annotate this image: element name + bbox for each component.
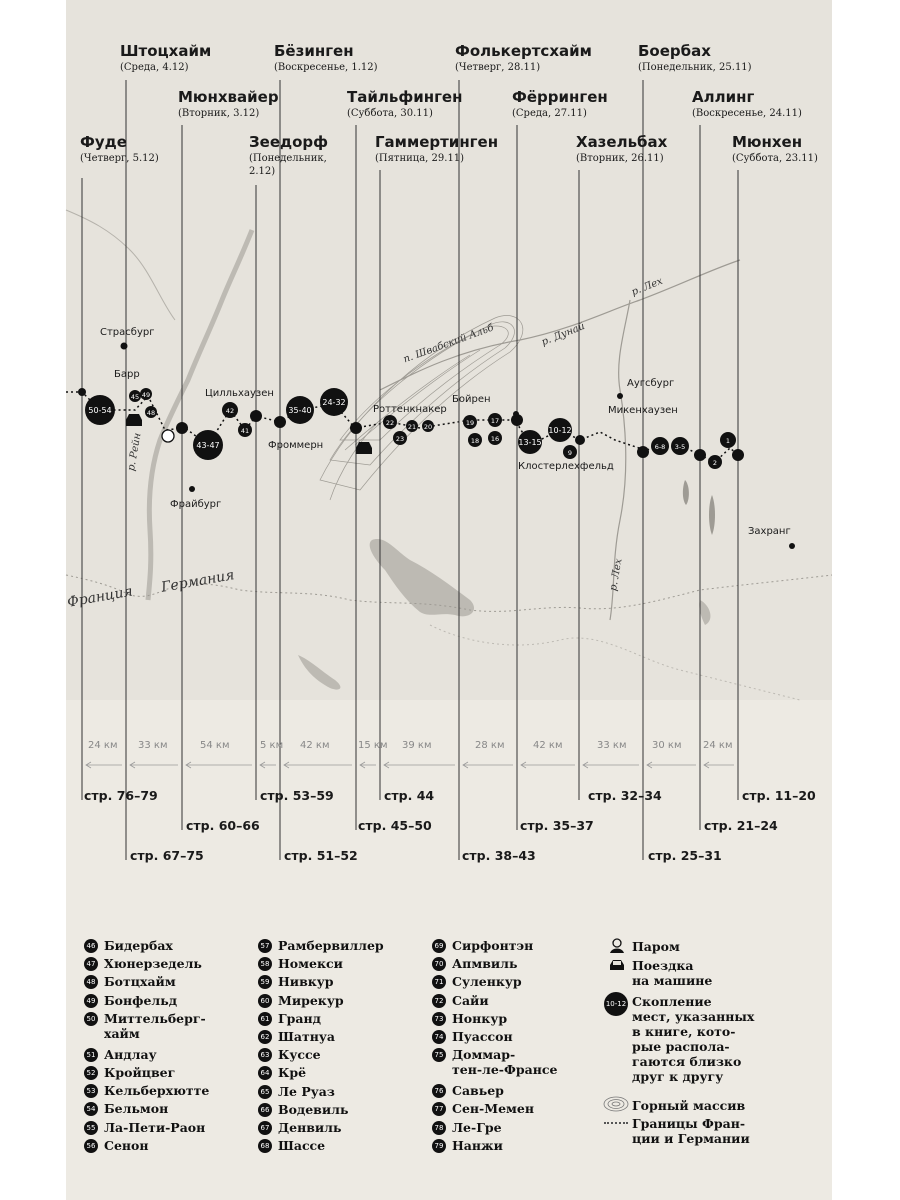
legend-number: 74 (432, 1030, 446, 1044)
page-reference: стр. 11–20 (742, 788, 816, 803)
legend-item (258, 1011, 321, 1026)
distance-label: 24 км (88, 740, 118, 751)
cluster-marker (406, 420, 418, 432)
key-car-label-2: на машине (632, 973, 713, 988)
lake-small-1 (298, 655, 340, 690)
page-reference: стр. 76–79 (84, 788, 158, 803)
town-haselbach: Хазельбах (576, 133, 668, 151)
lake-constance (370, 539, 474, 616)
key-ferry-label: Паром (632, 939, 680, 954)
cluster-label: 19 (465, 419, 475, 427)
cluster-label: 18 (470, 437, 480, 445)
cluster-marker (193, 430, 223, 460)
legend-item (84, 1101, 168, 1116)
date-muenchweier: (Вторник, 3.12) (178, 108, 260, 119)
cluster-marker (720, 432, 736, 448)
key-cluster-1: Скопление (632, 994, 712, 1009)
key-border-1: Границы Фран- (632, 1116, 746, 1131)
place-sachrang: Захранг (748, 526, 791, 537)
legend-item (432, 1011, 507, 1026)
key-car-label-1: Поездка (632, 958, 694, 973)
legend-item (258, 1138, 325, 1153)
page-reference: стр. 44 (384, 788, 435, 803)
legend-item (432, 1029, 513, 1044)
legend-item (84, 956, 202, 971)
distance-label: 15 км (358, 740, 388, 751)
legend-item (84, 1011, 206, 1041)
legend-label: Нанжи (452, 1137, 503, 1153)
legend-label: Ботцхайм (104, 974, 176, 990)
cluster-label: 3-5 (674, 443, 686, 451)
distance-label: 30 км (652, 740, 682, 751)
legend-label: Рамбервиллер (278, 938, 384, 953)
town-alling: Аллинг (692, 88, 755, 106)
legend-number: 54 (84, 1102, 98, 1116)
cluster-label: 45 (130, 393, 140, 401)
legend-item (258, 1047, 321, 1062)
cluster-label: 43-47 (196, 441, 220, 450)
distance-label: 28 км (475, 740, 505, 751)
place-beuren: Бойрен (452, 394, 491, 405)
cluster-marker (671, 437, 689, 455)
legend-number: 79 (432, 1139, 446, 1153)
legend-number: 77 (432, 1102, 446, 1116)
cluster-marker (383, 415, 397, 429)
legend-item (258, 1102, 348, 1117)
legend-label: Номекси (278, 956, 343, 972)
key-cluster-2: мест, указанных (632, 1009, 755, 1024)
legend-label: Ла-Пети-Раон (104, 1119, 206, 1135)
cluster-label: 50-54 (88, 406, 112, 415)
legend-label: Крё (278, 1065, 307, 1081)
cluster-label: 22 (385, 419, 395, 427)
cluster-marker (129, 390, 141, 402)
legend-item (84, 1120, 205, 1135)
key-cluster-5: гаются близко (632, 1054, 742, 1069)
legend-number: 76 (432, 1084, 446, 1098)
cluster-label: 42 (225, 407, 235, 415)
legend-item (258, 993, 344, 1008)
town-dot (176, 422, 188, 434)
date-tailfingen: (Суббота, 30.11) (347, 108, 433, 119)
distance-label: 39 км (402, 740, 432, 751)
date-volkertsheim: (Четверг, 28.11) (455, 62, 541, 73)
town-seedorf: Зеедорф (249, 133, 329, 151)
legend-number: 50 (84, 1012, 98, 1026)
cluster-marker (145, 406, 157, 418)
legend-label: Савьер (452, 1083, 504, 1099)
cluster-marker (85, 395, 115, 425)
legend-label: Водевиль (278, 1101, 349, 1117)
border-line-2 (430, 625, 800, 700)
place-rottenknaker: Роттенкнакер (373, 404, 447, 415)
key-ferry-icon (608, 938, 626, 954)
legend-number: 61 (258, 1012, 272, 1026)
legend-item (84, 1138, 149, 1153)
town-dot (789, 543, 795, 549)
country-france: Франция (66, 583, 134, 611)
legend-label: Ле Руаз (278, 1083, 335, 1099)
legend-item (432, 1101, 534, 1116)
town-volkertsheim: Фолькертсхайм (455, 42, 592, 60)
car-icon (126, 414, 142, 426)
cluster-label: 48 (146, 409, 156, 417)
legend-number: 53 (84, 1084, 98, 1098)
key-mountain-icon (602, 1094, 630, 1114)
key-car-icon (608, 958, 626, 972)
river-lech-bottom-label: р. Лех (608, 557, 625, 592)
cluster-label: 49 (141, 391, 151, 399)
legend-number: 47 (84, 957, 98, 971)
cluster-label: 41 (240, 427, 250, 435)
cluster-label: 35-40 (288, 406, 312, 415)
town-dot (575, 435, 585, 445)
page-reference: стр. 21–24 (704, 818, 778, 833)
legend-label: Суленкур (452, 974, 522, 990)
place-frommern: Фроммерн (268, 440, 324, 451)
distance-label: 54 км (200, 740, 230, 751)
distance-label: 42 км (300, 740, 330, 751)
page-reference: стр. 38–43 (462, 848, 536, 863)
legend-item (84, 1083, 209, 1098)
cluster-label: 20 (423, 423, 433, 431)
cluster-marker (463, 415, 477, 429)
legend-label: Андлау (104, 1046, 157, 1062)
legend-number: 62 (258, 1030, 272, 1044)
legend-label: Сенон (104, 1137, 149, 1153)
legend-number: 56 (84, 1139, 98, 1153)
legend-number: 65 (258, 1085, 272, 1099)
legend-item (84, 1047, 157, 1062)
legend-item (432, 956, 517, 971)
legend-number: 66 (258, 1103, 272, 1117)
date-gammertingen: (Пятница, 29.11) (375, 153, 465, 164)
legend-label: Кельберхютте (104, 1083, 210, 1099)
legend-number: 63 (258, 1048, 272, 1062)
distance-label: 5 км (260, 740, 284, 751)
date-boerbach: (Понедельник, 25.11) (638, 62, 752, 73)
key-cluster-4: рые распола- (632, 1039, 730, 1054)
legend-number: 78 (432, 1121, 446, 1135)
legend-label: Бельмон (104, 1101, 169, 1117)
page-reference: стр. 51–52 (284, 848, 358, 863)
cluster-label: 1 (725, 437, 731, 445)
cluster-marker (222, 402, 238, 418)
cluster-marker (238, 423, 252, 437)
town-dot (617, 393, 623, 399)
town-stotzheim: Штоцхайм (120, 42, 212, 60)
legend-number: 70 (432, 957, 446, 971)
legend-item (258, 956, 343, 971)
cluster-marker (488, 431, 502, 445)
cluster-marker (518, 430, 542, 454)
page-reference: стр. 53–59 (260, 788, 334, 803)
key-border-2: ции и Германии (632, 1131, 750, 1146)
legend-label: Мирекур (278, 992, 344, 1008)
town-muenchweier: Мюнхвайер (178, 88, 279, 106)
legend-number: 73 (432, 1012, 446, 1026)
town-tailfingen: Тайльфинген (347, 88, 463, 106)
cluster-marker (320, 388, 348, 416)
place-zillhausen: Цилльхаузен (205, 388, 274, 399)
key-cluster-icon: 10-12 (604, 992, 628, 1016)
legend-label: Ле-Гре (452, 1119, 502, 1135)
lake-small-2 (683, 480, 689, 505)
date-fude: (Четверг, 5.12) (80, 153, 159, 164)
car-icon (356, 442, 372, 454)
cluster-label: 23 (395, 435, 405, 443)
legend-label: Бонфельд (104, 992, 178, 1008)
page-reference: стр. 32–34 (588, 788, 662, 803)
legend-item (258, 1029, 335, 1044)
date-boesingen: (Воскресенье, 1.12) (274, 62, 378, 73)
legend-number: 59 (258, 975, 272, 989)
legend-number: 52 (84, 1066, 98, 1080)
place-freiburg: Фрайбург (170, 499, 222, 510)
legend-label: Нонкур (452, 1010, 508, 1026)
cluster-label: 13-15 (518, 438, 542, 447)
cluster-marker (651, 437, 669, 455)
key-border-icon (604, 1122, 628, 1124)
date-alling: (Воскресенье, 24.11) (692, 108, 802, 119)
place-klosterlechfeld: Клостерлехфельд (518, 461, 614, 472)
legend-label: Бидербах (104, 938, 173, 953)
cluster-marker (393, 431, 407, 445)
legend-label: Шатнуа (278, 1029, 335, 1044)
lake-small-3 (709, 495, 715, 535)
country-germany: Германия (160, 567, 236, 596)
legend-item (432, 1047, 557, 1077)
legend-item (432, 1138, 503, 1153)
town-muenchen: Мюнхен (732, 133, 803, 151)
page-reference: стр. 45–50 (358, 818, 432, 833)
date-seedorf: (Понедельник, (249, 153, 327, 164)
town-dot (121, 343, 128, 350)
date-haselbach: (Вторник, 26.11) (576, 153, 664, 164)
legend-number: 49 (84, 994, 98, 1008)
legend-number: 68 (258, 1139, 272, 1153)
page-reference: стр. 60–66 (186, 818, 260, 833)
date-muenchen: (Суббота, 23.11) (732, 153, 818, 164)
legend-item (432, 1083, 504, 1098)
cluster-marker (548, 418, 572, 442)
town-dot (513, 411, 519, 417)
legend-item (258, 974, 334, 989)
legend-item (432, 974, 522, 989)
town-dot (274, 416, 286, 428)
legend-label: Миттельберг- хайм (104, 1010, 206, 1041)
place-barr: Барр (114, 369, 140, 380)
legend-label: Шассе (278, 1138, 326, 1154)
cluster-label: 9 (567, 449, 573, 457)
legend-label: Доммар- тен-ле-Франсе (452, 1047, 558, 1078)
danube-river (380, 260, 740, 390)
river-danube-label: р. Дунай (540, 320, 587, 349)
legend-label: Куссе (278, 1047, 321, 1063)
legend-item (84, 938, 173, 953)
cluster-marker (468, 433, 482, 447)
place-mickenhausen: Микенхаузен (608, 405, 678, 416)
key-cluster-3: в книге, кото- (632, 1024, 736, 1039)
town-dot (78, 388, 86, 396)
legend-number: 72 (432, 994, 446, 1008)
lake-small-4 (699, 600, 710, 625)
cluster-label: 6-8 (654, 443, 666, 451)
cluster-label: 2 (712, 459, 718, 467)
town-fude: Фуде (80, 133, 127, 151)
town-dot (637, 446, 649, 458)
ferry-icon (162, 430, 174, 442)
legend-label: Сен-Мемен (452, 1101, 534, 1117)
legend-number: 57 (258, 939, 272, 953)
town-gammertingen: Гаммертинген (375, 133, 499, 151)
cluster-marker (488, 413, 502, 427)
place-strasbourg: Страсбург (100, 327, 155, 338)
legend-item (258, 1065, 306, 1080)
legend-item (84, 974, 176, 989)
legend-item (432, 938, 533, 953)
legend-number: 55 (84, 1121, 98, 1135)
legend-label: Сайи (452, 992, 489, 1008)
legend-label: Пуассон (452, 1029, 513, 1044)
legend-number: 75 (432, 1048, 446, 1062)
cluster-label: 16 (490, 435, 500, 443)
legend-item (258, 938, 384, 953)
cluster-marker (563, 445, 577, 459)
legend-item (432, 993, 489, 1008)
distance-label: 33 км (597, 740, 627, 751)
page-reference: стр. 35–37 (520, 818, 594, 833)
legend-number: 67 (258, 1121, 272, 1135)
legend-label: Сирфонтэн (452, 938, 534, 953)
town-dot (250, 410, 262, 422)
distance-label: 33 км (138, 740, 168, 751)
legend-number: 46 (84, 939, 98, 953)
legend-label: Хюнерзедель (104, 956, 202, 972)
date-foerringen: (Среда, 27.11) (512, 108, 587, 119)
cluster-label: 10-12 (548, 426, 572, 435)
date-seedorf-2: 2.12) (249, 166, 276, 177)
legend-item (258, 1120, 341, 1135)
legend-item (84, 1065, 175, 1080)
distance-label: 24 км (703, 740, 733, 751)
town-boesingen: Бёзинген (274, 42, 354, 60)
cluster-label: 17 (490, 417, 500, 425)
legend-number: 51 (84, 1048, 98, 1062)
mountain-alb-label: п. Швабский Альб (402, 322, 496, 366)
legend-item (432, 1120, 502, 1135)
cluster-marker (422, 420, 434, 432)
town-boerbach: Боербах (638, 42, 711, 60)
cluster-marker (708, 455, 722, 469)
town-dot (189, 486, 195, 492)
key-cluster-6: друг к другу (632, 1069, 724, 1084)
legend-number: 58 (258, 957, 272, 971)
river-rhein-label: р. Рейн (126, 432, 144, 472)
rhine-river (148, 230, 252, 600)
legend-item (84, 993, 177, 1008)
date-stotzheim: (Среда, 4.12) (120, 62, 189, 73)
legend-number: 64 (258, 1066, 272, 1080)
town-dot (350, 422, 362, 434)
cluster-label: 24-32 (322, 398, 346, 407)
cluster-marker (286, 396, 314, 424)
legend-label: Денвиль (278, 1120, 342, 1135)
page-reference: стр. 67–75 (130, 848, 204, 863)
river-lech-top-label: р. Лех (630, 275, 665, 299)
legend-label: Апмвиль (452, 956, 518, 972)
cluster-marker (140, 388, 152, 400)
legend-number: 71 (432, 975, 446, 989)
legend-label: Гранд (278, 1010, 321, 1026)
legend-label: Нивкур (278, 974, 334, 990)
legend-label: Кройцвег (104, 1065, 176, 1080)
place-augsburg: Аугсбург (627, 378, 675, 389)
distance-label: 42 км (533, 740, 563, 751)
key-mountain-label: Горный массив (632, 1098, 746, 1113)
town-dot (694, 449, 706, 461)
town-dot (732, 449, 744, 461)
legend-item (258, 1084, 335, 1099)
legend-number: 69 (432, 939, 446, 953)
legend-number: 48 (84, 975, 98, 989)
town-foerringen: Фёрринген (512, 88, 608, 106)
cluster-label: 21 (407, 423, 417, 431)
legend-number: 60 (258, 994, 272, 1008)
page-reference: стр. 25–31 (648, 848, 722, 863)
